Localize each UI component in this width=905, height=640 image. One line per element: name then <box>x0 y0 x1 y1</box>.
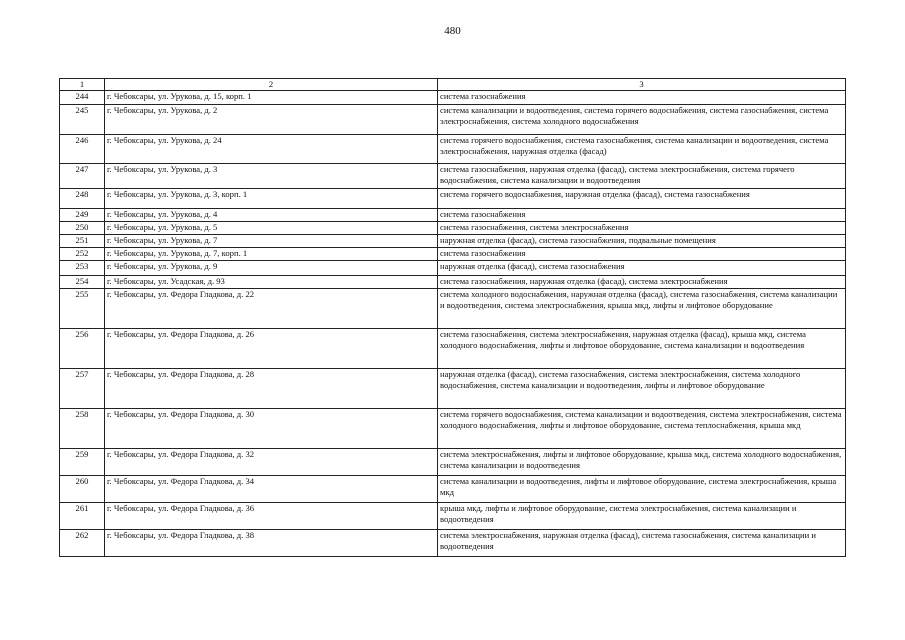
row-address: г. Чебоксары, ул. Федора Гладкова, д. 34 <box>105 476 438 503</box>
row-address: г. Чебоксары, ул. Федора Гладкова, д. 26 <box>105 329 438 369</box>
row-address: г. Чебоксары, ул. Урукова, д. 5 <box>105 222 438 235</box>
row-number: 259 <box>60 449 105 476</box>
row-number: 247 <box>60 164 105 189</box>
table-row <box>60 289 846 329</box>
table-row <box>60 409 846 449</box>
row-systems: система газоснабжения, наружная отделка (фасад), система электроснабжения, система горячего водоснабжения, система канализации и водоотведения <box>438 164 846 189</box>
table-row <box>60 449 846 476</box>
table-row <box>60 235 846 248</box>
table-row <box>60 91 846 105</box>
row-address: г. Чебоксары, ул. Урукова, д. 24 <box>105 135 438 164</box>
row-address: г. Чебоксары, ул. Урукова, д. 2 <box>105 105 438 135</box>
row-address: г. Чебоксары, ул. Федора Гладкова, д. 22 <box>105 289 438 329</box>
row-number: 244 <box>60 91 105 105</box>
row-address: г. Чебоксары, ул. Урукова, д. 7, корп. 1 <box>105 248 438 261</box>
row-number: 257 <box>60 369 105 409</box>
row-systems: система электроснабжения, наружная отделка (фасад), система газоснабжения, система канализации и водоотведения <box>438 530 846 557</box>
row-number: 250 <box>60 222 105 235</box>
row-address: г. Чебоксары, ул. Усадская, д. 93 <box>105 276 438 289</box>
table-row <box>60 189 846 209</box>
row-systems: система газоснабжения, наружная отделка (фасад), система электроснабжения <box>438 276 846 289</box>
row-number: 249 <box>60 209 105 222</box>
row-systems: наружная отделка (фасад), система газоснабжения <box>438 261 846 276</box>
row-address: г. Чебоксары, ул. Федора Гладкова, д. 32 <box>105 449 438 476</box>
row-address: г. Чебоксары, ул. Федора Гладкова, д. 36 <box>105 503 438 530</box>
row-systems: система электроснабжения, лифты и лифтовое оборудование, крыша мкд, система холодного водоснабжения, система канализации и водоотведения <box>438 449 846 476</box>
row-number: 251 <box>60 235 105 248</box>
row-number: 260 <box>60 476 105 503</box>
row-systems: система газоснабжения <box>438 91 846 105</box>
row-systems: система канализации и водоотведения, система горячего водоснабжения, система газоснабжения, система электроснабжения, система холодного водоснабжения <box>438 105 846 135</box>
row-systems: система газоснабжения, система электроснабжения <box>438 222 846 235</box>
row-number: 256 <box>60 329 105 369</box>
table-row <box>60 503 846 530</box>
row-number: 248 <box>60 189 105 209</box>
row-number: 262 <box>60 530 105 557</box>
table-row <box>60 135 846 164</box>
table-row <box>60 329 846 369</box>
column-header-address: 2 <box>105 79 438 91</box>
table-row <box>60 530 846 557</box>
row-systems: система газоснабжения, система электроснабжения, наружная отделка (фасад), крыша мкд, система холодного водоснабжения, лифты и лифтовое оборудование, система канализации и водоотведения <box>438 329 846 369</box>
row-number: 252 <box>60 248 105 261</box>
row-number: 261 <box>60 503 105 530</box>
row-address: г. Чебоксары, ул. Урукова, д. 9 <box>105 261 438 276</box>
row-address: г. Чебоксары, ул. Федора Гладкова, д. 28 <box>105 369 438 409</box>
row-number: 258 <box>60 409 105 449</box>
row-systems: система горячего водоснабжения, наружная отделка (фасад), система газоснабжения <box>438 189 846 209</box>
row-systems: система горячего водоснабжения, система газоснабжения, система канализации и водоотведения, система электроснабжения, наружная отделка (фасад) <box>438 135 846 164</box>
row-number: 255 <box>60 289 105 329</box>
row-number: 246 <box>60 135 105 164</box>
table-row <box>60 209 846 222</box>
row-number: 245 <box>60 105 105 135</box>
row-number: 253 <box>60 261 105 276</box>
row-address: г. Чебоксары, ул. Урукова, д. 3, корп. 1 <box>105 189 438 209</box>
column-header-systems: 3 <box>438 79 846 91</box>
table-row <box>60 164 846 189</box>
row-address: г. Чебоксары, ул. Федора Гладкова, д. 30 <box>105 409 438 449</box>
row-systems: крыша мкд, лифты и лифтовое оборудование, система электроснабжения, система канализации и водоотведения <box>438 503 846 530</box>
table-row <box>60 222 846 235</box>
row-systems: система горячего водоснабжения, система канализации и водоотведения, система электроснабжения, система холодного водоснабжения, лифты и лифтовое оборудование, система теплоснабжения, крыша мкд <box>438 409 846 449</box>
row-address: г. Чебоксары, ул. Урукова, д. 7 <box>105 235 438 248</box>
row-systems: система холодного водоснабжения, наружная отделка (фасад), система газоснабжения, система канализации и водоотведения, система электроснабжения, крыша мкд, лифты и лифтовое оборудование <box>438 289 846 329</box>
row-systems: наружная отделка (фасад), система газоснабжения, система электроснабжения, система холодного водоснабжения, система канализации и водоотведения, лифты и лифтовое оборудование <box>438 369 846 409</box>
page-number: 480 <box>444 25 461 37</box>
row-address: г. Чебоксары, ул. Федора Гладкова, д. 38 <box>105 530 438 557</box>
table-row <box>60 105 846 135</box>
table-row <box>60 369 846 409</box>
buildings-table <box>59 78 846 557</box>
table-row <box>60 248 846 261</box>
row-systems: система канализации и водоотведения, лифты и лифтовое оборудование, система электроснабжения, крыша мкд <box>438 476 846 503</box>
table-row <box>60 276 846 289</box>
row-systems: наружная отделка (фасад), система газоснабжения, подвальные помещения <box>438 235 846 248</box>
row-address: г. Чебоксары, ул. Урукова, д. 4 <box>105 209 438 222</box>
table-row <box>60 476 846 503</box>
row-address: г. Чебоксары, ул. Урукова, д. 3 <box>105 164 438 189</box>
table-row <box>60 261 846 276</box>
row-systems: система газоснабжения <box>438 248 846 261</box>
row-address: г. Чебоксары, ул. Урукова, д. 15, корп. 1 <box>105 91 438 105</box>
row-systems: система газоснабжения <box>438 209 846 222</box>
row-number: 254 <box>60 276 105 289</box>
table-body <box>60 91 846 557</box>
table-header-row <box>60 79 846 91</box>
column-header-number: 1 <box>60 79 105 91</box>
